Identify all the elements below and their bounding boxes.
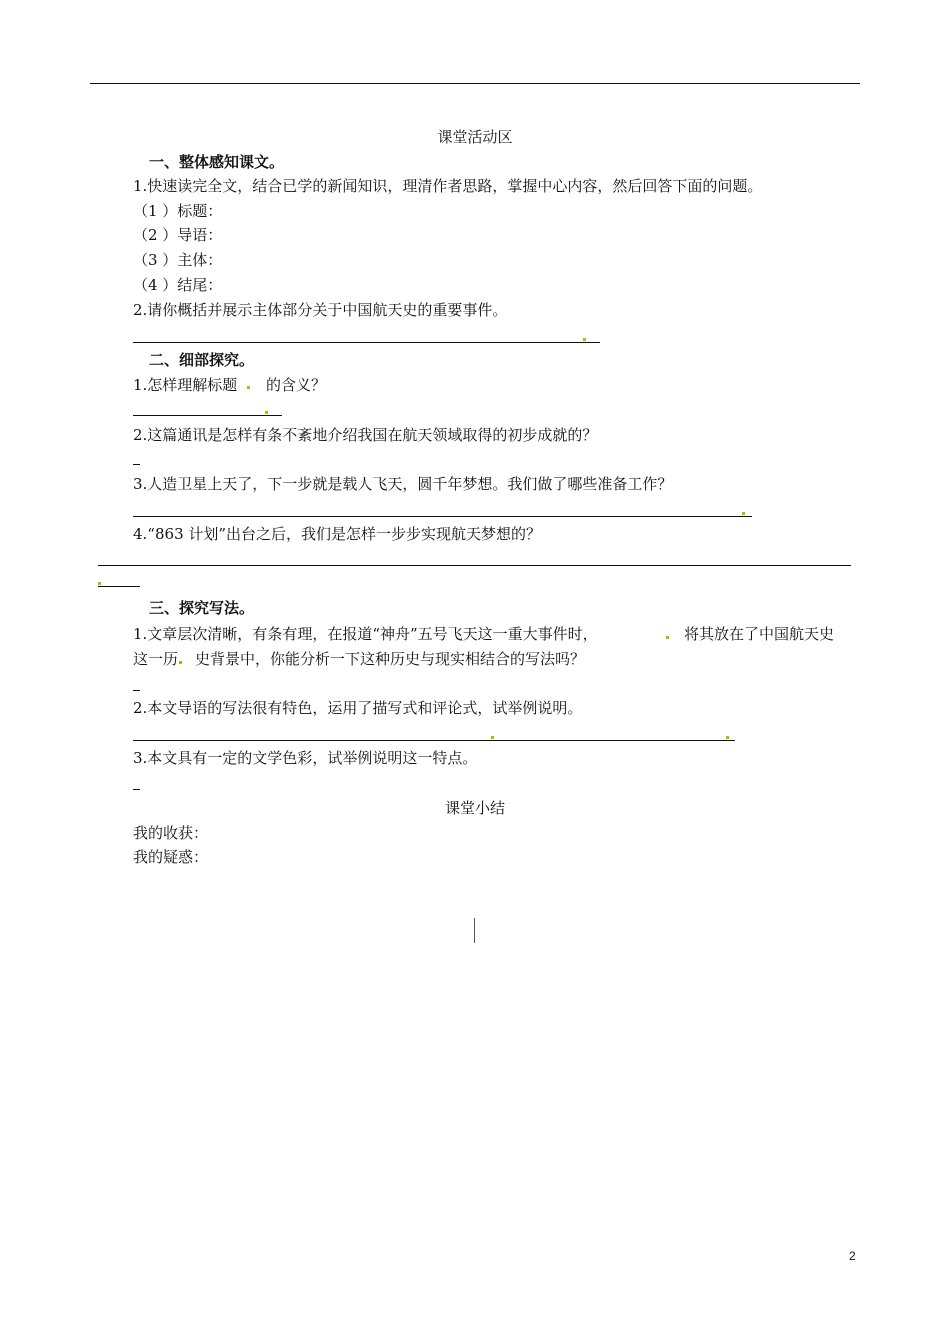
section2-q2: 2.这篇通讯是怎样有条不紊地介绍我国在航天领域取得的初步成就的？ [133, 426, 598, 444]
section2-q1-part1: 1.怎样理解标题 [133, 376, 238, 394]
section1-heading: 一、整体感知课文。 [149, 153, 285, 171]
answer-line[interactable] [133, 690, 140, 691]
section3-q1-line2-part1: 这一历 [133, 650, 179, 668]
answer-line[interactable] [133, 789, 140, 790]
answer-line[interactable] [98, 565, 851, 566]
section3-q3: 3.本文具有一定的文学色彩，试举例说明这一特点。 [133, 749, 478, 767]
mark-dot [247, 386, 250, 389]
section3-q2: 2.本文导语的写法很有特色，运用了描写式和评论式，试举例说明。 [133, 699, 583, 717]
mark-dot [179, 661, 182, 664]
section2-q4: 4.“863 计划”出台之后，我们是怎样一步步实现航天梦想的？ [133, 525, 542, 543]
answer-line[interactable] [133, 415, 282, 416]
section1-item-lead: （2 ）导语： [133, 226, 223, 244]
section3-q1-line1-part1: 1.文章层次清晰，有条有理，在报道“神舟”五号飞天这一重大事件时， [133, 625, 598, 643]
section3-q1-line1-part2: 将其放在了中国航天史 [684, 625, 835, 643]
summary-title: 课堂小结 [444, 799, 505, 817]
summary-gain: 我的收获： [133, 824, 209, 842]
section2-q1-part2: 的含义？ [266, 376, 327, 394]
answer-line[interactable] [98, 586, 140, 587]
section3-q1-line2-part2: 史背景中，你能分析一下这种历史与现实相结合的写法吗？ [195, 650, 586, 668]
summary-doubt: 我的疑惑： [133, 848, 209, 866]
section1-item-title: （1 ）标题： [133, 202, 223, 220]
activity-title: 课堂活动区 [437, 128, 513, 146]
answer-line[interactable] [133, 740, 735, 741]
section2-q3: 3.人造卫星上天了，下一步就是载人飞天，圆千年梦想。我们做了哪些准备工作？ [133, 475, 673, 493]
section1-q2: 2.请你概括并展示主体部分关于中国航天史的重要事件。 [133, 301, 508, 319]
mark-dot [583, 338, 586, 341]
answer-line[interactable] [133, 516, 752, 517]
page-number: 2 [849, 1249, 856, 1263]
mark-dot [726, 736, 729, 739]
mark-dot [98, 582, 101, 585]
section3-heading: 三、探究写法。 [149, 599, 255, 617]
mark-dot [742, 512, 745, 515]
section1-item-body: （3 ）主体： [133, 251, 223, 269]
section1-q1: 1.快速读完全文，结合已学的新闻知识，理清作者思路，掌握中心内容，然后回答下面的问题。 [133, 177, 763, 195]
mark-dot [491, 736, 494, 739]
section2-heading: 二、细部探究。 [149, 351, 255, 369]
header-rule [90, 83, 860, 84]
answer-line[interactable] [133, 342, 600, 343]
mark-dot [265, 411, 268, 414]
answer-line[interactable] [133, 464, 140, 465]
section1-item-ending: （4 ）结尾： [133, 276, 223, 294]
text-cursor [474, 918, 475, 943]
mark-dot [666, 636, 669, 639]
